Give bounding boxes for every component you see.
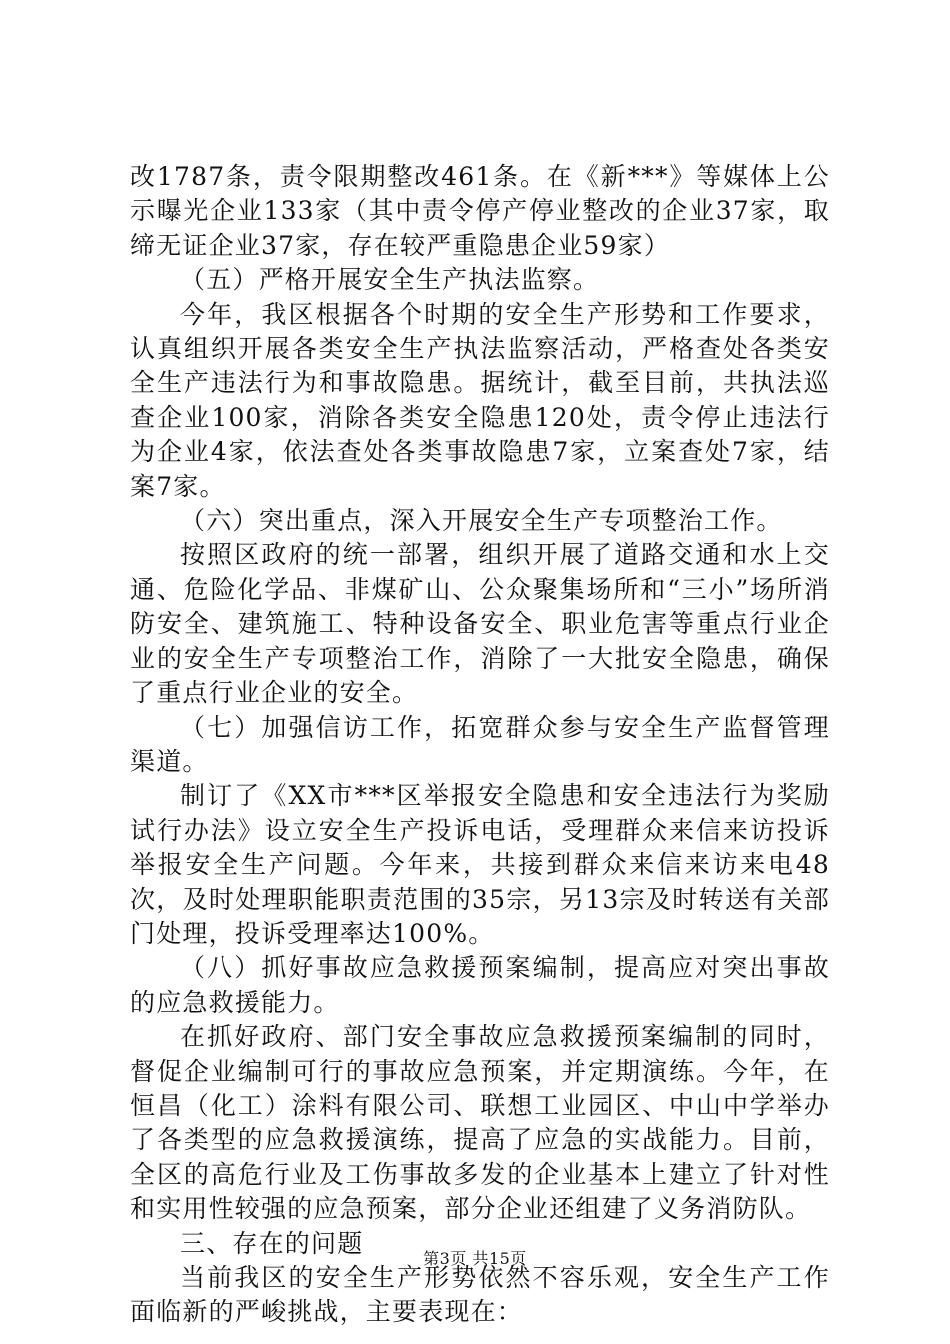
paragraph-emergency-plan: 在抓好政府、部门安全事故应急救援预案编制的同时，督促企业编制可行的事故应急预案，并定期演练。今年，在恒昌（化工）涂料有限公司、联想工业园区、中山中学举办了各类型的应急救援演练，提高了应急的实战能力。目前，全区的高危行业及工伤事故多发的企业基本上建立了针对性和实用性较强的应急预案，部分企业还组建了义务消防队。	[130, 1022, 830, 1224]
page-number-footer: 第3页 共15页	[423, 1249, 527, 1268]
section-heading-5: （五）严格开展安全生产执法监察。	[180, 265, 600, 295]
section-heading-3: 三、存在的问题	[180, 1228, 364, 1258]
paragraph-special-rectification: 按照区政府的统一部署，组织开展了道路交通和水上交通、危险化学品、非煤矿山、公众聚集场所和“三小”场所消防安全、建筑施工、特种设备安全、职业危害等重点行业企业的安全生产专项整治工作，消除了一大批安全隐患，确保了重点行业企业的安全。	[130, 540, 830, 708]
paragraph-petition: 制订了《XX市***区举报安全隐患和安全违法行为奖励试行办法》设立安全生产投诉电话，受理群众来信来访投诉举报安全生产问题。今年来，共接到群众来信来访来电48次，及时处理职能职责范围的35宗，另13宗及时转送有关部门处理，投诉受理率达100%。	[130, 781, 830, 948]
section-heading-8: （八）抓好事故应急救援预案编制，提高应对突出事故的应急救援能力。	[130, 953, 830, 1017]
document-body	[130, 160, 830, 1330]
paragraph-problems: 当前我区的安全生产形势依然不容乐观，安全生产工作面临新的严峻挑战，主要表现在：	[130, 1263, 830, 1327]
section-heading-6: （六）突出重点，深入开展安全生产专项整治工作。	[180, 506, 783, 536]
paragraph-continuation: 改1787条，责令限期整改461条。在《新***》等媒体上公示曝光企业133家（其中责令停产停业整改的企业37家，取缔无证企业37家，存在较严重隐患企业59家）	[130, 162, 830, 260]
paragraph-enforcement: 今年，我区根据各个时期的安全生产形势和工作要求，认真组织开展各类安全生产执法监察活动，严格查处各类安全生产违法行为和事故隐患。据统计，截至目前，共执法巡查企业100家，消除各类安全隐患120处，责令停止违法行为企业4家，依法查处各类事故隐患7家，立案查处7家，结案7家。	[130, 299, 830, 501]
section-heading-7: （七）加强信访工作，拓宽群众参与安全生产监督管理渠道。	[130, 712, 830, 776]
